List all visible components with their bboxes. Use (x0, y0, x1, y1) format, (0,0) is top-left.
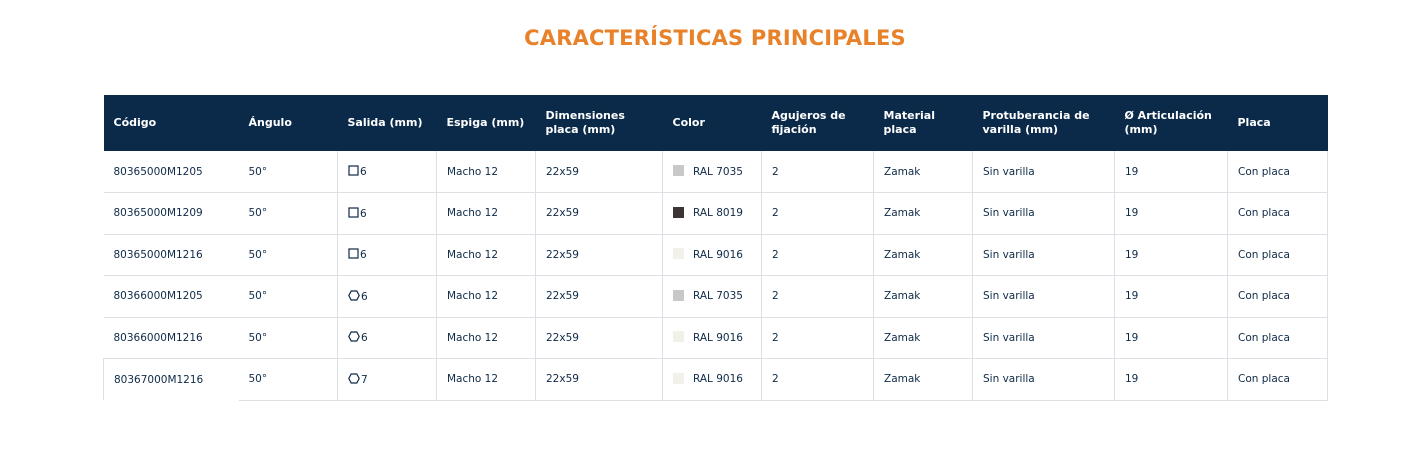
cell-material: Zamak (874, 151, 973, 193)
cell-angulo: 50° (239, 151, 338, 193)
color-swatch (673, 248, 684, 259)
cell-material: Zamak (874, 193, 973, 235)
cell-color (663, 234, 762, 276)
table-header-row (104, 95, 1328, 151)
cell-placa: Con placa (1228, 151, 1328, 193)
cell-agujeros: 2 (762, 151, 874, 193)
cell-protuberancia: Sin varilla (973, 234, 1115, 276)
col-header-angulo: Ángulo (248, 116, 292, 129)
cell-articulacion: 19 (1115, 151, 1228, 193)
cell-color (663, 276, 762, 318)
cell-espiga: Macho 12 (437, 151, 536, 193)
cell-protuberancia: Sin varilla (973, 151, 1115, 193)
square-icon (348, 207, 359, 218)
color-value: RAL 7035 (693, 165, 743, 178)
color-value: RAL 8019 (693, 207, 743, 220)
cell-color (663, 151, 762, 193)
cell-espiga: Macho 12 (437, 317, 536, 359)
cell-espiga: Macho 12 (437, 234, 536, 276)
cell-articulacion: 19 (1115, 276, 1228, 318)
cell-articulacion: 19 (1115, 317, 1228, 359)
specs-table (103, 95, 1328, 401)
cell-material: Zamak (874, 317, 973, 359)
hexagon-icon (348, 290, 360, 301)
col-header-codigo: Código (113, 116, 157, 129)
cell-dimensiones: 22x59 (536, 359, 663, 401)
cell-placa: Con placa (1228, 317, 1328, 359)
cell-espiga: Macho 12 (437, 276, 536, 318)
cell-codigo: 80366000M1216 (104, 317, 239, 359)
hexagon-icon (348, 331, 360, 342)
cell-salida (338, 234, 437, 276)
cell-color (663, 317, 762, 359)
col-header-placa: Placa (1237, 116, 1271, 129)
table-row (104, 193, 1328, 235)
cell-placa: Con placa (1228, 359, 1328, 401)
col-header-protuberancia: Protuberancia de varilla (mm) (982, 109, 1090, 136)
cell-angulo: 50° (239, 317, 338, 359)
col-header-color: Color (672, 116, 705, 129)
cell-protuberancia: Sin varilla (973, 359, 1115, 401)
cell-material: Zamak (874, 359, 973, 401)
cell-codigo: 80365000M1209 (104, 193, 239, 235)
cell-espiga: Macho 12 (437, 193, 536, 235)
cell-dimensiones: 22x59 (536, 276, 663, 318)
salida-value: 6 (360, 207, 367, 220)
cell-angulo: 50° (239, 359, 338, 401)
cell-dimensiones: 22x59 (536, 234, 663, 276)
cell-angulo: 50° (239, 193, 338, 235)
salida-value: 7 (361, 373, 368, 386)
table-row (104, 276, 1328, 318)
col-header-dimensiones: Dimensiones placa (mm) (545, 109, 625, 136)
cell-salida (338, 151, 437, 193)
cell-placa: Con placa (1228, 193, 1328, 235)
col-header-articulacion: Ø Articulación (mm) (1124, 109, 1212, 136)
square-icon (348, 165, 359, 176)
page-title: CARACTERÍSTICAS PRINCIPALES (524, 26, 906, 50)
color-value: RAL 7035 (693, 290, 743, 303)
cell-dimensiones: 22x59 (536, 193, 663, 235)
color-swatch (673, 207, 684, 218)
cell-salida (338, 193, 437, 235)
salida-value: 6 (361, 290, 368, 303)
cell-agujeros: 2 (762, 276, 874, 318)
cell-salida (338, 359, 437, 401)
salida-value: 6 (360, 249, 367, 262)
salida-value: 6 (361, 332, 368, 345)
cell-codigo: 80366000M1205 (104, 276, 239, 318)
cell-protuberancia: Sin varilla (973, 193, 1115, 235)
cell-dimensiones: 22x59 (536, 317, 663, 359)
table-row (104, 359, 1328, 401)
color-swatch (673, 290, 684, 301)
cell-angulo: 50° (239, 234, 338, 276)
col-header-agujeros: Agujeros de fijación (771, 109, 846, 136)
color-value: RAL 9016 (693, 373, 743, 386)
cell-codigo: 80365000M1205 (104, 151, 239, 193)
cell-espiga: Macho 12 (437, 359, 536, 401)
color-value: RAL 9016 (693, 331, 743, 344)
cell-agujeros: 2 (762, 234, 874, 276)
cell-color (663, 193, 762, 235)
col-header-espiga: Espiga (mm) (446, 116, 525, 129)
cell-placa: Con placa (1228, 234, 1328, 276)
cell-agujeros: 2 (762, 359, 874, 401)
cell-color (663, 359, 762, 401)
color-value: RAL 9016 (693, 248, 743, 261)
cell-salida (338, 317, 437, 359)
table-row (104, 317, 1328, 359)
col-header-material: Material placa (883, 109, 935, 136)
color-swatch (673, 373, 684, 384)
cell-agujeros: 2 (762, 193, 874, 235)
cell-articulacion: 19 (1115, 193, 1228, 235)
cell-dimensiones: 22x59 (536, 151, 663, 193)
table-row (104, 151, 1328, 193)
color-swatch (673, 331, 684, 342)
cell-codigo: 80365000M1216 (104, 234, 239, 276)
cell-articulacion: 19 (1115, 234, 1228, 276)
col-header-salida: Salida (mm) (347, 116, 423, 129)
cell-articulacion: 19 (1115, 359, 1228, 401)
salida-value: 6 (360, 166, 367, 178)
cell-codigo: 80367000M1216 (104, 359, 239, 401)
cell-material: Zamak (874, 234, 973, 276)
table-row (104, 234, 1328, 276)
cell-agujeros: 2 (762, 317, 874, 359)
cell-placa: Con placa (1228, 276, 1328, 318)
cell-protuberancia: Sin varilla (973, 276, 1115, 318)
square-icon (348, 248, 359, 259)
hexagon-icon (348, 373, 360, 384)
cell-salida (338, 276, 437, 318)
cell-protuberancia: Sin varilla (973, 317, 1115, 359)
cell-material: Zamak (874, 276, 973, 318)
color-swatch (673, 165, 684, 176)
cell-angulo: 50° (239, 276, 338, 318)
